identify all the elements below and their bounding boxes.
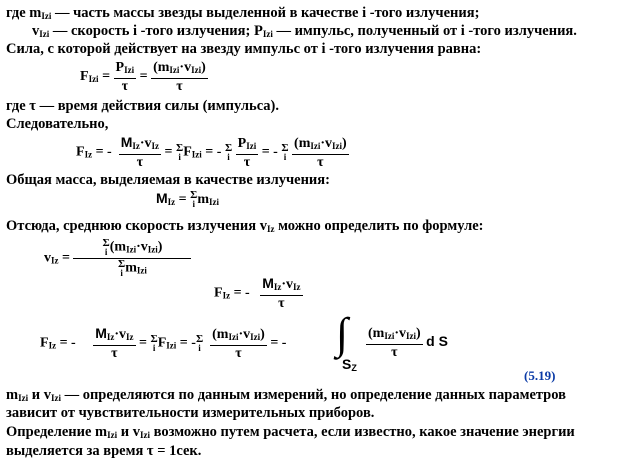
integral-limit: $S_Z$ <box>342 356 357 373</box>
formula-force-short: $F_{Iz}$ = - $\frac{M_{Iz}\cdot v_{Iz}}{\tau}$ <box>214 275 301 311</box>
text-line-8: $m_{Izi}$ и $v_{Izi}$ — определяются по данным измерений, но определение данных параметров <box>6 387 566 403</box>
fraction-mv-over-tau: $\frac{(m_{Izi}\cdot v_{Izi})}{\tau}$ <box>153 60 206 94</box>
text-line-10: Определение $m_{Izi}$ и $v_{Izi}$ возможно путем расчета, если известно, какое значение энергии <box>6 424 575 440</box>
text-line-11: выделяется за время τ = 1сек. <box>6 443 202 459</box>
text-line-3: Сила, с которой действует на звезду импульс от i -того излучения равна: <box>6 41 482 57</box>
equation-number: (5.19) <box>524 368 556 383</box>
integral-body: $\frac{(m_{Izi}\cdot v_{Izi})}{\tau}$ d S <box>368 326 448 360</box>
formula-total-mass: $M_{Iz}$ = Σ i $m_{Izi}$ <box>156 189 220 210</box>
sum-operator: Σ i <box>190 189 198 210</box>
text-line-6: Общая масса, выделяемая в качестве излучения: <box>6 172 330 188</box>
text-line-7: Отсюда, среднюю скорость излучения $v_{Iz}$ можно определить по формуле: <box>6 218 484 234</box>
text-line-4: где τ — время действия силы (импульса). <box>6 98 280 114</box>
text-line-2: $v_{Izi}$ — скорость i -того излучения; $P_{Izi}$ — импульс, полученный от i -того излучения. <box>32 23 577 39</box>
formula-5-19: $F_{Iz}$ = - $\frac{M_{Iz}\cdot v_{Iz}}{\tau}$ = Σ i $F_{Izi}$ = - Σ i $\frac{(m_{Izi}\cdot v_{Izi})}{\tau}$ = - <box>40 325 287 361</box>
fraction-mv-iz: $\frac{M_{Iz}\cdot v_{Iz}}{\tau}$ <box>262 275 301 311</box>
text-line-5: Следовательно, <box>6 116 109 132</box>
integral-sign: ∫ <box>336 309 349 358</box>
sum-operator: Σ i <box>281 142 289 162</box>
sum-operator: Σ i <box>176 142 184 162</box>
fraction-mv-over-tau: $\frac{(m_{Izi}\cdot v_{Izi})}{\tau}$ <box>368 326 421 360</box>
fraction-p-over-tau: $\frac{P_{Izi}}{\tau}$ <box>115 60 135 94</box>
sum-operator: Σ i <box>224 142 233 162</box>
formula-mean-velocity: $v_{Iz}$ = Σ i $(m_{Izi}\cdot v_{Izi})$ Σ i $m_{Izi}$ <box>44 238 191 278</box>
fraction-mv-iz: $\frac{M_{Iz}\cdot v_{Iz}}{\tau}$ <box>120 134 160 170</box>
fraction-mv-over-tau: $\frac{(m_{Izi}\cdot v_{Izi})}{\tau}$ <box>212 326 265 361</box>
fraction-mv-over-tau: $\frac{(m_{Izi}\cdot v_{Izi})}{\tau}$ <box>294 135 347 170</box>
fraction-velocity: Σ i $(m_{Izi}\cdot v_{Izi})$ Σ i $m_{Izi}$ <box>73 238 191 278</box>
fraction-mv-iz: $\frac{M_{Iz}\cdot v_{Iz}}{\tau}$ <box>95 325 134 361</box>
text-line-1: где $m_{Izi}$ — часть массы звезды выделенной в качестве i -того излучения; <box>6 5 480 21</box>
formula-force-izi: $F_{Izi}$ = $\frac{P_{Izi}}{\tau}$ = $\frac{(m_{Izi}\cdot v_{Izi})}{\tau}$ <box>80 60 206 94</box>
fraction-p-over-tau: $\frac{P_{Izi}}{\tau}$ <box>237 135 257 170</box>
sum-operator: Σ i <box>150 333 158 353</box>
text-line-9: зависит от чувствительности измерительных приборов. <box>6 405 375 421</box>
sum-operator: Σ i <box>195 333 204 353</box>
formula-force-iz: $F_{Iz}$ = - $\frac{M_{Iz}\cdot v_{Iz}}{\tau}$ = Σ i $F_{Izi}$ = - Σ i $\frac{P_{Izi}}{\tau}$ = - Σ i $\frac{(m_{Izi}\cdot v_{Izi})}{\tau}$ <box>76 134 347 170</box>
